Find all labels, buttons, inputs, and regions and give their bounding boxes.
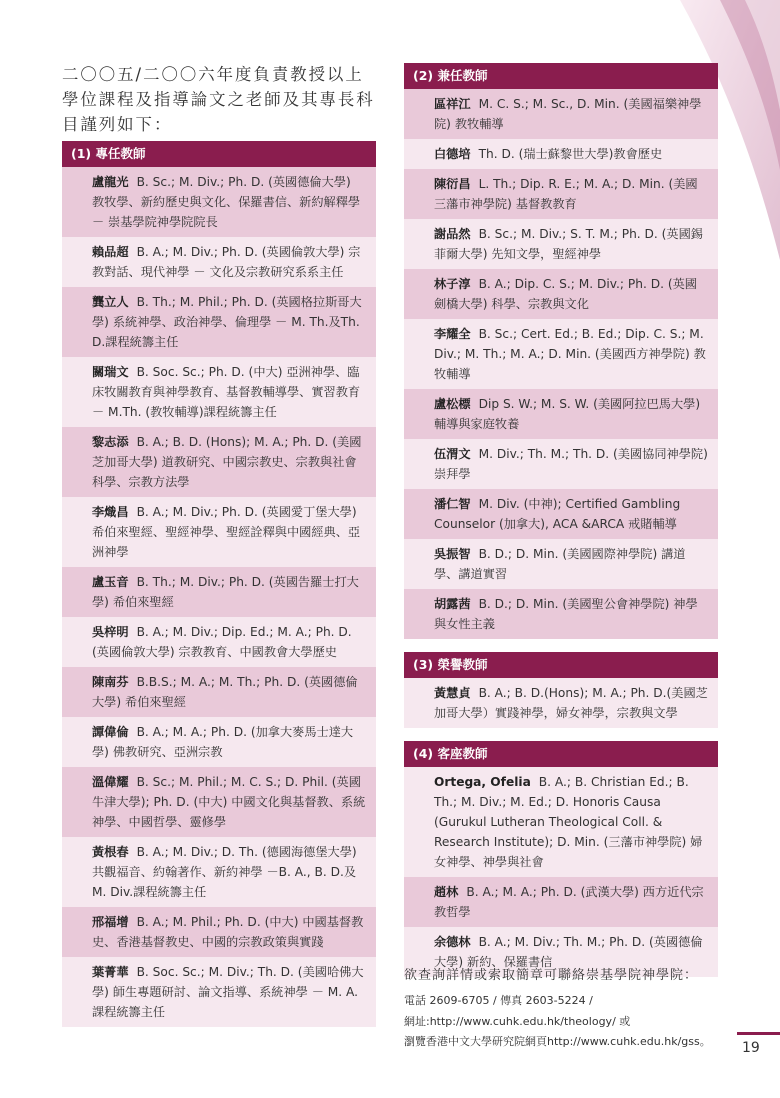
faculty-name: 白德培 xyxy=(434,147,471,161)
faculty-desc: B. Th.; M. Div.; Ph. D. (英國告羅士打大學) 希伯來聖經 xyxy=(92,575,359,609)
faculty-entry xyxy=(404,439,718,489)
faculty-desc: B. Soc. Sc.; M. Div.; Th. D. (美國哈佛大學) 師生專題研討、論文指導、系統神學 － M. A. 課程統籌主任 xyxy=(92,965,364,1019)
faculty-name: 吳梓明 xyxy=(92,625,129,639)
faculty-desc: B. Sc.; M. Div.; S. T. M.; Ph. D. (英國錫菲爾大學) 先知文學，聖經神學 xyxy=(434,227,703,261)
contact-info xyxy=(404,965,734,1053)
section-header-visiting: (4) 客座教師 xyxy=(404,741,718,767)
faculty-name: 龔立人 xyxy=(92,295,129,309)
section-header-part-time: (2) 兼任教師 xyxy=(404,63,718,89)
faculty-name: 黎志添 xyxy=(92,435,129,449)
faculty-desc: L. Th.; Dip. R. E.; M. A.; D. Min. (美國三藩市神學院) 基督教教育 xyxy=(434,177,698,211)
faculty-entry xyxy=(62,837,376,907)
faculty-entry xyxy=(62,567,376,617)
faculty-desc: B. D.; D. Min. (美國聖公會神學院) 神學與女性主義 xyxy=(434,597,698,631)
faculty-desc: B.B.S.; M. A.; M. Th.; Ph. D. (英國德倫大學) 希伯來聖經 xyxy=(92,675,358,709)
faculty-name: 吳振智 xyxy=(434,547,471,561)
faculty-desc: M. C. S.; M. Sc., D. Min. (美國福樂神學院) 教牧輔導 xyxy=(434,97,702,131)
faculty-entry xyxy=(62,667,376,717)
faculty-entry xyxy=(404,389,718,439)
faculty-desc: B. A.; B. Christian Ed.; B. Th.; M. Div.; M. Ed.; D. Honoris Causa (Gurukul Lutheran Theological Coll. & Research Institute); D. Min. (三藩市神學院) 婦女神學、神學與社會 xyxy=(434,775,703,869)
faculty-entry xyxy=(404,489,718,539)
faculty-name: 潘仁智 xyxy=(434,497,471,511)
faculty-entry xyxy=(62,287,376,357)
faculty-entry xyxy=(404,877,718,927)
faculty-name: 胡露茜 xyxy=(434,597,471,611)
faculty-entry xyxy=(62,767,376,837)
faculty-name: 邢福增 xyxy=(92,915,129,929)
faculty-desc: M. Div. (中神); Certified Gambling Counselor (加拿大), ACA &ARCA 戒賭輔導 xyxy=(434,497,681,531)
faculty-desc: B. Th.; M. Phil.; Ph. D. (英國格拉斯哥大學) 系統神學、政治神學、倫理學 － M. Th.及Th. D.課程統籌主任 xyxy=(92,295,362,349)
faculty-entry xyxy=(62,167,376,237)
faculty-entry xyxy=(404,589,718,639)
faculty-name: 謝品然 xyxy=(434,227,471,241)
faculty-desc: B. A.; M. Div.; Ph. D. (英國愛丁堡大學) 希伯來聖經、聖經神學、聖經詮釋與中國經典、亞洲神學 xyxy=(92,505,361,559)
right-column xyxy=(404,63,718,977)
faculty-name: 葉菁華 xyxy=(92,965,129,979)
faculty-name: 盧玉音 xyxy=(92,575,129,589)
faculty-name: 賴品超 xyxy=(92,245,129,259)
faculty-name: 伍渭文 xyxy=(434,447,471,461)
page-number-rule xyxy=(737,1032,780,1035)
faculty-entry xyxy=(404,169,718,219)
faculty-desc: B. A.; M. Div.; Th. M.; Ph. D. (英國德倫大學) 新約、保羅書信 xyxy=(434,935,703,969)
faculty-entry xyxy=(62,617,376,667)
faculty-desc: B. A.; M. A.; Ph. D. (武漢大學) 西方近代宗教哲學 xyxy=(434,885,704,919)
contact-gss-link[interactable]: 瀏覽香港中文大學研究院網頁http://www.cuhk.edu.hk/gss。 xyxy=(404,1035,711,1048)
faculty-name: 黃慧貞 xyxy=(434,686,471,700)
faculty-entry xyxy=(62,357,376,427)
faculty-entry xyxy=(404,219,718,269)
section-header-honorary: (3) 榮譽教師 xyxy=(404,652,718,678)
faculty-entry xyxy=(404,319,718,389)
faculty-desc: Dip S. W.; M. S. W. (美國阿拉巴馬大學) 輔導與家庭牧養 xyxy=(434,397,701,431)
faculty-desc: B. A.; M. Phil.; Ph. D. (中大) 中國基督教史、香港基督教史、中國的宗教政策與實踐 xyxy=(92,915,364,949)
faculty-name: 趙林 xyxy=(434,885,459,899)
faculty-desc: B. D.; D. Min. (美國國際神學院) 講道學、講道實習 xyxy=(434,547,686,581)
faculty-entry xyxy=(404,767,718,877)
faculty-entry xyxy=(404,269,718,319)
faculty-desc: B. Sc.; M. Phil.; M. C. S.; D. Phil. (英國牛津大學); Ph. D. (中大) 中國文化與基督教、系統神學、中國哲學、靈修學 xyxy=(92,775,366,829)
faculty-name: 區祥江 xyxy=(434,97,471,111)
faculty-entry xyxy=(404,539,718,589)
faculty-desc: B. A.; M. Div.; Dip. Ed.; M. A.; Ph. D. (英國倫敦大學) 宗教教育、中國教會大學歷史 xyxy=(92,625,352,659)
section-header-full-time: (1) 專任教師 xyxy=(62,141,376,167)
faculty-desc: B. A.; B. D. (Hons); M. A.; Ph. D. (美國芝加哥大學) 道教研究、中國宗教史、宗教與社會科學、宗教方法學 xyxy=(92,435,362,489)
faculty-name: 李耀全 xyxy=(434,327,471,341)
faculty-name: 譚偉倫 xyxy=(92,725,129,739)
faculty-name: 李熾昌 xyxy=(92,505,129,519)
faculty-name: Ortega, Ofelia xyxy=(434,775,531,789)
faculty-name: 林子淳 xyxy=(434,277,471,291)
left-column xyxy=(62,141,376,1027)
faculty-desc: Th. D. (瑞士蘇黎世大學)教會歷史 xyxy=(478,147,663,161)
faculty-desc: B. A.; B. D.(Hons); M. A.; Ph. D.(美國芝加哥大學）實踐神學，婦女神學，宗教與文學 xyxy=(434,686,708,720)
faculty-name: 盧龍光 xyxy=(92,175,129,189)
faculty-desc: B. A.; Dip. C. S.; M. Div.; Ph. D. (英國劍橋大學) 科學、宗教與文化 xyxy=(434,277,697,311)
faculty-name: 溫偉耀 xyxy=(92,775,129,789)
page-number: 19 xyxy=(742,1040,760,1056)
faculty-entry xyxy=(62,427,376,497)
faculty-entry xyxy=(404,678,718,728)
faculty-entry xyxy=(404,89,718,139)
contact-phone: 電話 2609-6705 / 傳真 2603-5224 / xyxy=(404,994,593,1007)
contact-lead: 欲查詢詳情或索取簡章可聯絡崇基學院神學院： xyxy=(404,968,699,983)
faculty-desc: B. Soc. Sc.; Ph. D. (中大) 亞洲神學、臨床牧關教育與神學教育、基督教輔導學、實習教育－ M.Th. (教牧輔導)課程統籌主任 xyxy=(92,365,361,419)
faculty-desc: B. Sc.; M. Div.; Ph. D. (英國德倫大學) 教牧學、新約歷史與文化、保羅書信、新約解釋學 － 崇基學院神學院院長 xyxy=(92,175,361,229)
faculty-entry xyxy=(62,957,376,1027)
faculty-entry xyxy=(62,717,376,767)
faculty-desc: B. Sc.; Cert. Ed.; B. Ed.; Dip. C. S.; M. Div.; M. Th.; M. A.; D. Min. (美國西方神學院) 教牧輔導 xyxy=(434,327,706,381)
faculty-entry xyxy=(62,237,376,287)
contact-website-link[interactable]: 網址:http://www.cuhk.edu.hk/theology/ 或 xyxy=(404,1014,631,1028)
faculty-name: 關瑞文 xyxy=(92,365,129,379)
faculty-name: 盧松標 xyxy=(434,397,471,411)
faculty-name: 陳衍昌 xyxy=(434,177,471,191)
faculty-desc: M. Div.; Th. M.; Th. D. (美國協同神學院) 崇拜學 xyxy=(434,447,708,481)
faculty-name: 余德林 xyxy=(434,935,471,949)
faculty-desc: B. A.; M. Div.; D. Th. (德國海德堡大學) 共觀福音、約翰著作、新約神學 －B. A., B. D.及 M. Div.課程統籌主任 xyxy=(92,845,357,899)
faculty-desc: B. A.; M. Div.; Ph. D. (英國倫敦大學) 宗教對話、現代神學 － 文化及宗教研究系系主任 xyxy=(92,245,361,279)
faculty-entry xyxy=(404,139,718,169)
faculty-entry xyxy=(62,907,376,957)
faculty-name: 陳南芬 xyxy=(92,675,129,689)
faculty-desc: B. A.; M. A.; Ph. D. (加拿大麥馬士達大學) 佛教研究、亞洲宗教 xyxy=(92,725,354,759)
faculty-entry xyxy=(62,497,376,567)
faculty-name: 黃根春 xyxy=(92,845,129,859)
intro-text: 二〇〇五/二〇〇六年度負責教授以上學位課程及指導論文之老師及其專長科目謹列如下： xyxy=(62,65,375,134)
